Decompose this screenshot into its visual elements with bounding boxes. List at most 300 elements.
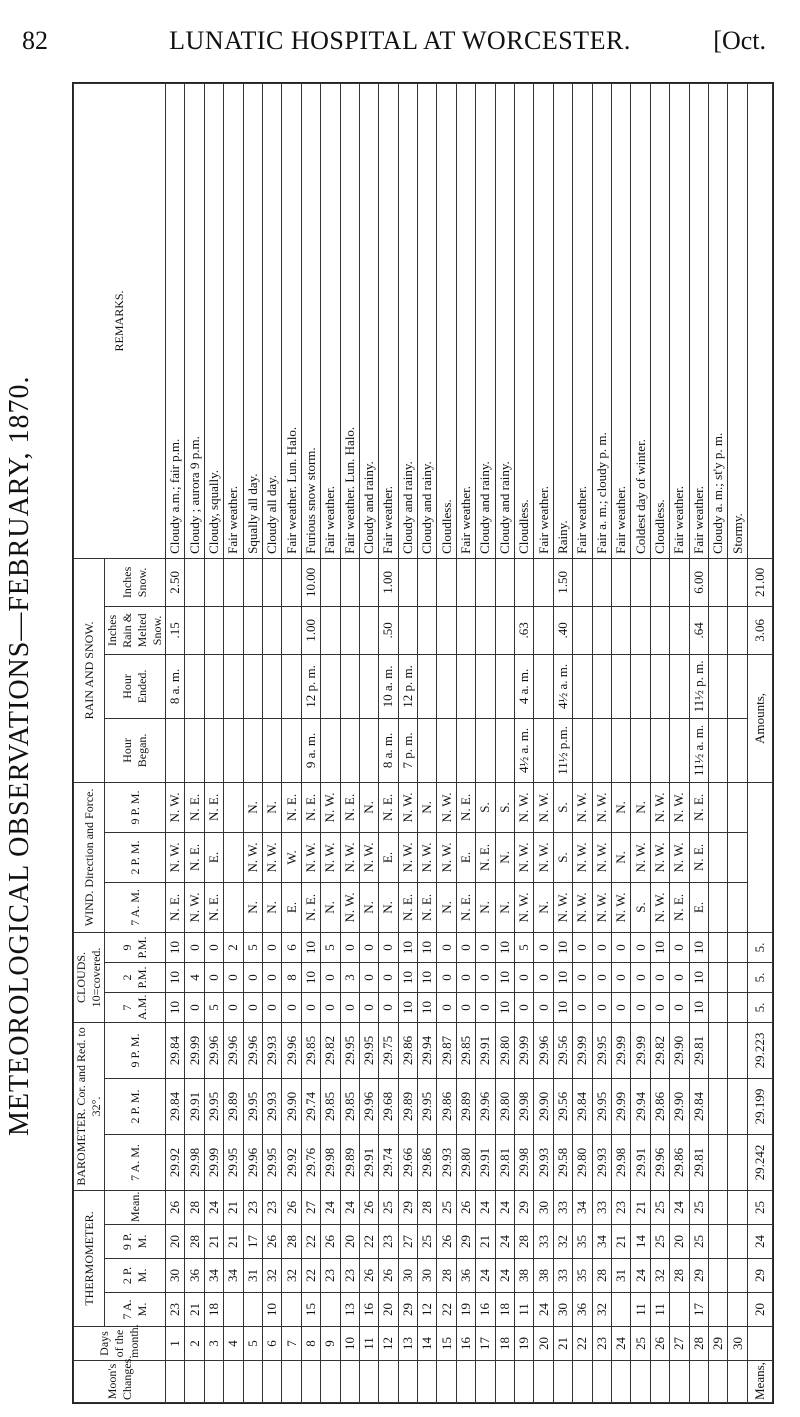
cell-melted <box>534 606 553 654</box>
cell-b9: 29.87 <box>437 1022 456 1078</box>
cell-tm: 25 <box>689 1190 708 1224</box>
cell-b7: 29.74 <box>379 1134 398 1190</box>
cell-remark: Fair a. m.; cloudy p. m. <box>592 84 611 559</box>
cell-remark: Cloudy a.m.; fair p.m. <box>166 84 185 559</box>
cell-w2: N. W. <box>631 832 650 882</box>
cell-moon <box>359 1361 378 1403</box>
cell-w2 <box>708 832 727 882</box>
cell-c7: 0 <box>185 992 204 1022</box>
cell-t7: 29 <box>398 1293 417 1327</box>
cell-b9: 29.96 <box>204 1022 223 1078</box>
cell-began <box>476 718 495 782</box>
cell-b9: 29.95 <box>592 1022 611 1078</box>
cell-remark: Cloudy and rainy. <box>476 84 495 559</box>
cell-t7: 23 <box>166 1293 185 1327</box>
cell-snow <box>321 558 340 606</box>
cell-t9: 20 <box>166 1225 185 1259</box>
cell-c9: 10 <box>553 932 572 962</box>
cell-t7: 11 <box>515 1293 534 1327</box>
cell-w2: E. <box>204 832 223 882</box>
cell-ended <box>670 654 689 718</box>
wind-2pm-header: 2 P. M. <box>105 832 166 882</box>
cell-snow: 2.50 <box>166 558 185 606</box>
cell-t2: 32 <box>282 1259 301 1293</box>
cell-began: 7 p. m. <box>398 718 417 782</box>
cell-t2: 23 <box>321 1259 340 1293</box>
cell-c2: 0 <box>476 962 495 992</box>
cell-c7 <box>708 992 727 1022</box>
cell-tm: 21 <box>631 1190 650 1224</box>
cell-b9: 29.82 <box>321 1022 340 1078</box>
cell-w2: N. <box>611 832 630 882</box>
cell-t7 <box>224 1293 243 1327</box>
cell-t2: 38 <box>515 1259 534 1293</box>
cell-tm: 26 <box>359 1190 378 1224</box>
cell-moon <box>185 1361 204 1403</box>
cell-snow <box>204 558 223 606</box>
cell-melted <box>592 606 611 654</box>
table-row <box>650 84 669 1403</box>
cell-ended <box>224 654 243 718</box>
cell-w7: N. <box>359 882 378 932</box>
cell-melted <box>708 606 727 654</box>
cell-ended: 12 p. m. <box>301 654 320 718</box>
cell-w7: N. W. <box>553 882 572 932</box>
cell-t7 <box>611 1293 630 1327</box>
cell-c9: 10 <box>689 932 708 962</box>
cell-t7: 18 <box>495 1293 514 1327</box>
cell-snow <box>282 558 301 606</box>
cell-c2: 10 <box>166 962 185 992</box>
cell-remark: Fair weather. <box>379 84 398 559</box>
cell-day: 6 <box>262 1327 281 1361</box>
cell-tm: 28 <box>185 1190 204 1224</box>
cell-t9: 14 <box>631 1225 650 1259</box>
cell-c7: 0 <box>224 992 243 1022</box>
cell-b7: 29.98 <box>611 1134 630 1190</box>
cell-c9: 0 <box>262 932 281 962</box>
table-row <box>359 84 378 1403</box>
cell-snow <box>359 558 378 606</box>
cell-tm: 28 <box>418 1190 437 1224</box>
cell-w9: N. W. <box>573 782 592 832</box>
cell-began <box>262 718 281 782</box>
cell-ended <box>631 654 650 718</box>
cell-t9: 25 <box>418 1225 437 1259</box>
cell-melted: .63 <box>515 606 534 654</box>
cell-c9: 5 <box>243 932 262 962</box>
cell-t9: 27 <box>398 1225 417 1259</box>
cell-c7: 10 <box>689 992 708 1022</box>
cell-t9: 34 <box>592 1225 611 1259</box>
cell-c2: 0 <box>359 962 378 992</box>
table-row <box>728 84 748 1403</box>
cell-melted: 1.00 <box>301 606 320 654</box>
cell-c9: 0 <box>204 932 223 962</box>
cell-c7: 0 <box>573 992 592 1022</box>
cell-t9: 35 <box>573 1225 592 1259</box>
cell-w9 <box>728 782 748 832</box>
cell-w2: N. W. <box>515 832 534 882</box>
cell-w2: N. W. <box>340 832 359 882</box>
cell-b9: 29.75 <box>379 1022 398 1078</box>
cell-t9: 28 <box>185 1225 204 1259</box>
cell-w9: N. W. <box>398 782 417 832</box>
cell-snow <box>456 558 475 606</box>
cell-w2: N. W. <box>437 832 456 882</box>
cell-snow <box>611 558 630 606</box>
cell-remark: Fair weather. <box>573 84 592 559</box>
table-row <box>243 84 262 1403</box>
cell-t7: 21 <box>185 1293 204 1327</box>
thermometer-header: THERMOMETER. <box>74 1190 105 1326</box>
cell-b7: 29.96 <box>243 1134 262 1190</box>
cell-melted: .15 <box>166 606 185 654</box>
table-row <box>534 84 553 1403</box>
clouds-header: CLOUDS. 10=covered. <box>74 932 105 1022</box>
cell-snow <box>398 558 417 606</box>
cell-w9 <box>224 782 243 832</box>
cell-t2: 26 <box>359 1259 378 1293</box>
cell-b2: 29.86 <box>650 1078 669 1134</box>
cell-snow <box>437 558 456 606</box>
cell-b9: 29.93 <box>262 1022 281 1078</box>
cell-b2: 29.89 <box>224 1078 243 1134</box>
means-wind-blank <box>748 782 773 932</box>
cell-t9: 20 <box>670 1225 689 1259</box>
cell-t9: 22 <box>359 1225 378 1259</box>
cell-snow: 6.00 <box>689 558 708 606</box>
cell-b2: 29.56 <box>553 1078 572 1134</box>
cell-remark: Fair weather. Lun. Halo. <box>340 84 359 559</box>
cell-melted <box>728 606 748 654</box>
cell-t7 <box>728 1293 748 1327</box>
table-row <box>689 84 708 1403</box>
cell-melted <box>359 606 378 654</box>
cell-began <box>456 718 475 782</box>
page-header <box>0 0 800 80</box>
cell-melted <box>650 606 669 654</box>
cell-b9: 29.96 <box>534 1022 553 1078</box>
cell-ended <box>359 654 378 718</box>
cell-w7: N. E. <box>301 882 320 932</box>
means-b2: 29.199 <box>748 1078 773 1134</box>
cell-t9: 22 <box>301 1225 320 1259</box>
cell-w9: N. <box>243 782 262 832</box>
amounts-label: Amounts, <box>748 654 773 782</box>
cell-moon <box>728 1361 748 1403</box>
cell-b7 <box>708 1134 727 1190</box>
cell-began <box>650 718 669 782</box>
cell-day: 24 <box>611 1327 630 1361</box>
cell-c7: 0 <box>301 992 320 1022</box>
cell-t7: 24 <box>534 1293 553 1327</box>
cell-day: 10 <box>340 1327 359 1361</box>
cell-day: 23 <box>592 1327 611 1361</box>
cell-moon <box>534 1361 553 1403</box>
cell-c9: 0 <box>611 932 630 962</box>
cell-melted <box>631 606 650 654</box>
day-header: Days of the month. <box>74 1327 166 1361</box>
cell-ended: 4½ a. m. <box>553 654 572 718</box>
cell-c7: 0 <box>611 992 630 1022</box>
cell-moon <box>166 1361 185 1403</box>
cell-w7 <box>708 882 727 932</box>
cell-w7: N. E. <box>204 882 223 932</box>
cell-b2: 29.84 <box>166 1078 185 1134</box>
cell-c2: 10 <box>398 962 417 992</box>
cell-t2: 24 <box>495 1259 514 1293</box>
cell-c7: 0 <box>631 992 650 1022</box>
cell-c7: 0 <box>515 992 534 1022</box>
hour-ended-header: Hour Ended. <box>105 654 166 718</box>
cell-melted <box>398 606 417 654</box>
cell-t9: 26 <box>321 1225 340 1259</box>
cell-melted <box>456 606 475 654</box>
cell-c9: 0 <box>437 932 456 962</box>
cell-w7: N. W. <box>340 882 359 932</box>
cell-ended: 8 a. m. <box>166 654 185 718</box>
cell-b9: 29.91 <box>476 1022 495 1078</box>
cell-day: 25 <box>631 1327 650 1361</box>
page-month: [Oct. <box>713 26 766 55</box>
cell-began: 8 a. m. <box>379 718 398 782</box>
cell-began <box>185 718 204 782</box>
cell-c2: 0 <box>515 962 534 992</box>
cell-b2: 29.86 <box>437 1078 456 1134</box>
rain-header: RAIN AND SNOW. <box>74 558 105 782</box>
cell-tm: 23 <box>262 1190 281 1224</box>
cell-c7: 0 <box>379 992 398 1022</box>
cell-t7: 13 <box>340 1293 359 1327</box>
cell-t2: 28 <box>670 1259 689 1293</box>
cell-remark: Cloudy, squally. <box>204 84 223 559</box>
cell-b2: 29.90 <box>282 1078 301 1134</box>
cell-t7: 16 <box>476 1293 495 1327</box>
cell-b7: 29.76 <box>301 1134 320 1190</box>
cell-began <box>708 718 727 782</box>
cell-c9 <box>708 932 727 962</box>
cell-c7: 0 <box>340 992 359 1022</box>
cell-day: 22 <box>573 1327 592 1361</box>
cell-c2: 0 <box>379 962 398 992</box>
cell-b2: 29.99 <box>611 1078 630 1134</box>
cell-c7: 0 <box>282 992 301 1022</box>
cell-t7 <box>708 1293 727 1327</box>
means-t9: 24 <box>748 1225 773 1259</box>
cell-c2: 0 <box>611 962 630 992</box>
baro-2pm-header: 2 P. M. <box>105 1078 166 1134</box>
cell-c7: 0 <box>321 992 340 1022</box>
cell-moon <box>670 1361 689 1403</box>
cell-b2: 29.95 <box>243 1078 262 1134</box>
cell-day: 30 <box>728 1327 748 1361</box>
cell-moon <box>204 1361 223 1403</box>
wind-7am-header: 7 A. M. <box>105 882 166 932</box>
means-c9: 5. <box>748 932 773 962</box>
means-b9: 29.223 <box>748 1022 773 1078</box>
page-number: 82 <box>22 26 48 55</box>
cell-b9: 29.96 <box>243 1022 262 1078</box>
cell-t7: 30 <box>553 1293 572 1327</box>
table-row <box>476 84 495 1403</box>
cell-w7: E. <box>282 882 301 932</box>
cell-b2: 29.85 <box>340 1078 359 1134</box>
cell-melted: .64 <box>689 606 708 654</box>
cell-day: 20 <box>534 1327 553 1361</box>
table-row <box>437 84 456 1403</box>
cell-day: 21 <box>553 1327 572 1361</box>
cell-w7: N. W. <box>592 882 611 932</box>
cell-w2: E. <box>456 832 475 882</box>
cell-snow <box>728 558 748 606</box>
cell-w7: N. E. <box>398 882 417 932</box>
cell-c9 <box>728 932 748 962</box>
cell-c9: 0 <box>573 932 592 962</box>
cell-c7: 0 <box>650 992 669 1022</box>
cell-b9: 29.96 <box>224 1022 243 1078</box>
cell-melted <box>573 606 592 654</box>
cell-b7: 29.86 <box>670 1134 689 1190</box>
cell-began <box>573 718 592 782</box>
cell-b9: 29.99 <box>573 1022 592 1078</box>
cell-remark: Fair weather. <box>534 84 553 559</box>
cell-day: 12 <box>379 1327 398 1361</box>
cell-tm: 26 <box>282 1190 301 1224</box>
cell-w2: N. W. <box>592 832 611 882</box>
cell-w9: N. W. <box>166 782 185 832</box>
cell-w7: N. E. <box>418 882 437 932</box>
cell-b2: 29.68 <box>379 1078 398 1134</box>
cell-snow <box>592 558 611 606</box>
table-row <box>670 84 689 1403</box>
cell-moon <box>650 1361 669 1403</box>
cell-w7 <box>728 882 748 932</box>
cell-moon <box>224 1361 243 1403</box>
remarks-header: REMARKS. <box>74 84 166 559</box>
cell-snow <box>650 558 669 606</box>
cell-t2: 29 <box>689 1259 708 1293</box>
cell-began <box>592 718 611 782</box>
cell-moon <box>689 1361 708 1403</box>
table-row <box>631 84 650 1403</box>
cell-day: 8 <box>301 1327 320 1361</box>
cell-c2: 0 <box>224 962 243 992</box>
cell-c2: 0 <box>456 962 475 992</box>
cell-c9: 10 <box>495 932 514 962</box>
cell-w7: N. <box>495 882 514 932</box>
cell-t7 <box>321 1293 340 1327</box>
cell-day: 3 <box>204 1327 223 1361</box>
cell-c9: 2 <box>224 932 243 962</box>
cell-w7: N. W. <box>611 882 630 932</box>
cell-ended <box>282 654 301 718</box>
cell-b2: 29.91 <box>185 1078 204 1134</box>
cell-began <box>321 718 340 782</box>
cell-tm: 24 <box>340 1190 359 1224</box>
cell-melted <box>224 606 243 654</box>
cell-remark: Fair weather. Lun. Halo. <box>282 84 301 559</box>
cell-b2: 29.90 <box>534 1078 553 1134</box>
cell-c9: 10 <box>166 932 185 962</box>
cell-melted: .40 <box>553 606 572 654</box>
cell-c9: 0 <box>534 932 553 962</box>
cell-b2: 29.98 <box>515 1078 534 1134</box>
cell-t2: 23 <box>340 1259 359 1293</box>
cell-w9: N. E. <box>340 782 359 832</box>
cell-c7: 0 <box>592 992 611 1022</box>
cell-began <box>282 718 301 782</box>
cell-c7: 0 <box>670 992 689 1022</box>
cell-day: 2 <box>185 1327 204 1361</box>
cell-w7: N. <box>321 882 340 932</box>
cell-day: 7 <box>282 1327 301 1361</box>
cell-melted <box>495 606 514 654</box>
baro-7am-header: 7 A. M. <box>105 1134 166 1190</box>
cell-ended <box>262 654 281 718</box>
cell-b2: 29.96 <box>476 1078 495 1134</box>
cell-w2 <box>728 832 748 882</box>
cell-c7: 10 <box>418 992 437 1022</box>
cell-c2 <box>728 962 748 992</box>
cell-w9: N. W. <box>592 782 611 832</box>
table-row <box>708 84 727 1403</box>
cell-c2: 0 <box>670 962 689 992</box>
cell-day: 28 <box>689 1327 708 1361</box>
cell-remark: Fair weather. <box>456 84 475 559</box>
cell-w7: N. E. <box>166 882 185 932</box>
cell-t2: 32 <box>262 1259 281 1293</box>
means-remark-blank <box>748 84 773 559</box>
cell-b7: 29.66 <box>398 1134 417 1190</box>
thermo-7am-header: 7 A. M. <box>105 1293 166 1327</box>
cell-c2: 4 <box>185 962 204 992</box>
amounts-melted: 3.06 <box>748 606 773 654</box>
cell-moon <box>340 1361 359 1403</box>
cell-b7: 29.92 <box>282 1134 301 1190</box>
cell-tm: 34 <box>573 1190 592 1224</box>
cell-moon <box>456 1361 475 1403</box>
cell-began <box>670 718 689 782</box>
cell-moon <box>379 1361 398 1403</box>
cell-t2: 32 <box>650 1259 669 1293</box>
cell-c9: 10 <box>418 932 437 962</box>
cell-remark: Cloudy ; aurora 9 p.m. <box>185 84 204 559</box>
cell-w9: N. E. <box>204 782 223 832</box>
cell-t2: 34 <box>224 1259 243 1293</box>
cell-t9: 29 <box>456 1225 475 1259</box>
cell-moon <box>495 1361 514 1403</box>
cell-b7 <box>728 1134 748 1190</box>
cell-began <box>243 718 262 782</box>
cell-w9: N. E. <box>282 782 301 832</box>
moon-header: Moon's Changes. <box>74 1361 166 1403</box>
cell-tm: 25 <box>379 1190 398 1224</box>
cell-b7: 29.81 <box>495 1134 514 1190</box>
cell-b2: 29.84 <box>573 1078 592 1134</box>
cell-t7: 19 <box>456 1293 475 1327</box>
cell-c7: 0 <box>437 992 456 1022</box>
cell-tm: 24 <box>476 1190 495 1224</box>
cell-b9: 29.56 <box>553 1022 572 1078</box>
cell-b9: 29.90 <box>670 1022 689 1078</box>
table-row <box>553 84 572 1403</box>
cell-day: 17 <box>476 1327 495 1361</box>
cell-b2: 29.93 <box>262 1078 281 1134</box>
thermo-2pm-header: 2 P. M. <box>105 1259 166 1293</box>
cell-began: 9 a. m. <box>301 718 320 782</box>
cell-w9: N. W. <box>670 782 689 832</box>
